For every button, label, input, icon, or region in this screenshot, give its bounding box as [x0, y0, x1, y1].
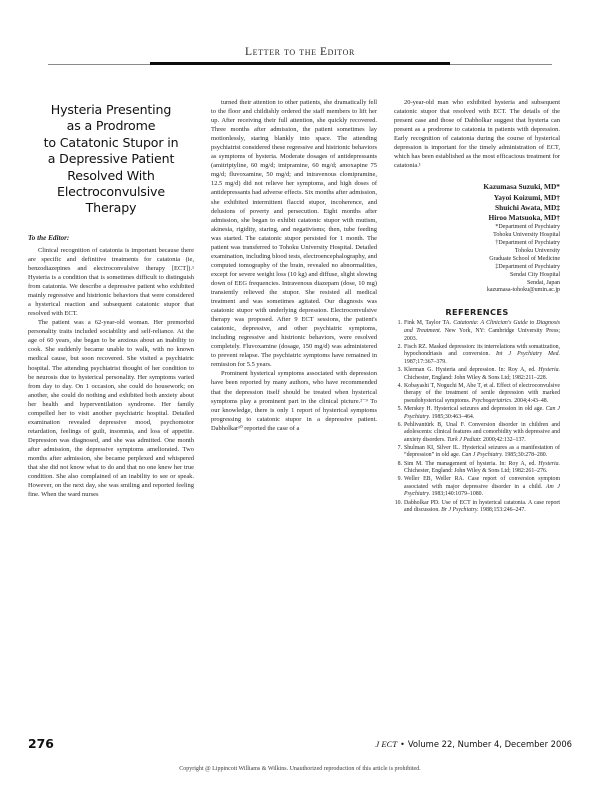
- reference-text: Pehlivantürk B, Unal F. Conversion disorder in children and adolescents: clinical features and comorbidity with depressive and anxiety disorders.: [404, 421, 560, 443]
- reference-text: Kobayashi T, Noguchi M, Abe T, et al. Effect of electroconvulsive therapy of the treatment of senile depression with marked pseudohysterical symptoms.: [404, 382, 560, 404]
- contact-email[interactable]: kazumasa-tohoku@umin.ac.jp: [486, 287, 560, 294]
- affiliation-line: ‡Department of Psychiatry: [495, 263, 560, 270]
- reference-item: [394, 367, 560, 382]
- column-two: [211, 98, 377, 433]
- reference-text: 1983;140:1079–1080.: [430, 491, 484, 498]
- reference-item: [394, 461, 560, 476]
- reference-text: Fink M, Taylor TA.: [404, 320, 454, 327]
- reference-text: 1985;30:463–464.: [430, 413, 475, 420]
- reference-number: 10.: [394, 499, 402, 506]
- journal-citation: [375, 739, 572, 749]
- journal-abbreviation: J ECT: [375, 739, 398, 749]
- reference-text: 2004;4:43–48.: [512, 397, 549, 404]
- reference-text: 2000;42:132–137.: [481, 436, 526, 443]
- body-paragraph: The patient was a 62-year-old woman. Her premorbid personality traits included sociability and self-reliance. At the age of 60 years, she began to be anxious about an inability to cook. She suddenly became unable to walk, with no known medical cause, but soon recovered. She visited a psychiatric hospital. The attending psychiatrist thought of her condition to be neurosis due to hysterical personality. Her symptoms varied from day to day. On 1 occasion, she could do housework; on another, she could do nothing and exhibited both anxiety about her health and hyperventilation syndrome. Her family compelled her to visit another psychiatric hospital. Detailed examination revealed depressive mood, psychomotor retardation, feelings of guilt, insomnia, and loss of appetite. Depression was diagnosed, and she was admitted. One month after admission, the depressive symptoms ameliorated. Two months after admission, she became perplexed and whispered that she did not know what to do and that no one knew her true condition. She also complained of an inability to see or speak. However, on the next day, she was smiling and reported feeling fine. When the ward nurses: [28, 319, 194, 499]
- page-footer: [28, 736, 572, 752]
- reference-source-title: Br J Psychiatry.: [441, 507, 479, 514]
- reference-source-title: Catatonia: A Clinician's Guide to Diagnosis and Treatment.: [404, 320, 560, 334]
- reference-text: Klerman G. Hysteria and depression. In: Roy A, ed.: [404, 366, 539, 373]
- header-rule: [48, 62, 552, 66]
- reference-number: 9.: [397, 476, 402, 483]
- reference-text: New York, NY: Cambridge University Press; 2003.: [404, 327, 561, 342]
- article-title-line: a Depressive Patient: [47, 151, 175, 167]
- reference-text: 1985;30:278–280.: [503, 452, 548, 459]
- affiliation-line: Sendai, Japan: [527, 279, 560, 286]
- reference-item: [394, 406, 560, 421]
- reference-text: Weller EB, Weller RA. Case report of conversion symptom associated with major depressive disorder in a child.: [404, 476, 560, 490]
- reference-source-title: Can J Psychiatry.: [404, 405, 560, 420]
- reference-number: 5.: [397, 405, 402, 412]
- reference-source-title: Can J Psychiatry.: [461, 452, 503, 459]
- affiliation-line: †Department of Psychiatry: [495, 240, 560, 246]
- column-three: [394, 98, 560, 515]
- affiliation-line: Graduate School of Medicine: [489, 255, 560, 262]
- reference-text: Shulman KI, Silver IL. Hysterical seizures as a manifestation of “depression” in old age.: [404, 444, 560, 459]
- copyright-notice: Copyright @ Lippincott Williams & Wilkins. Unauthorized reproduction of this article is prohibited.: [179, 766, 421, 772]
- reference-number: 4.: [397, 382, 402, 389]
- reference-text: 1987;17:367–379.: [404, 358, 447, 365]
- reference-source-title: Am J Psychiatry.: [404, 483, 560, 498]
- column-one: [28, 98, 194, 499]
- reference-source-title: Int J Psychiatry Med.: [495, 351, 560, 358]
- reference-item: [394, 320, 560, 343]
- salutation: To the Editor:: [28, 233, 70, 242]
- article-title-line: Hysteria Presenting: [50, 102, 172, 117]
- reference-list: [394, 320, 560, 514]
- reference-item: [394, 445, 560, 460]
- reference-number: 6.: [397, 421, 402, 428]
- column-three-body: [394, 98, 560, 170]
- author-name: Hiroo Matsuoka, MD†: [488, 212, 560, 222]
- reference-item: [394, 383, 560, 406]
- article-title: [28, 98, 194, 217]
- references-heading: REFERENCES: [445, 307, 509, 318]
- column-two-body: [211, 98, 377, 433]
- header-rule-thick: [150, 62, 450, 65]
- article-title-line: to Catatonic Stupor in: [43, 134, 179, 150]
- reference-source-title: Hysteria.: [538, 460, 560, 467]
- affiliation-line: Tohoku University: [514, 247, 560, 254]
- reference-number: 8.: [397, 460, 402, 467]
- reference-item: [394, 500, 560, 515]
- reference-text: Dabholkar PD. Use of ECT in hysterical catatonia. A case report and discussion.: [404, 499, 560, 514]
- issue-info: Volume 22, Number 4, December 2006: [407, 739, 572, 749]
- reference-item: [394, 422, 560, 445]
- reference-number: 7.: [397, 444, 402, 451]
- affiliation-block: [394, 224, 560, 295]
- citation-separator: •: [400, 740, 405, 749]
- reference-text: Chichester, England: John Wiley & Sons Ltd; 1982:211–228.: [404, 374, 548, 381]
- body-paragraph: 20-year-old man who exhibited hysteria and subsequent catatonic stupor that resolved with ECT. The details of the present case and those of Dabholkar suggest that hysteria can present as a prodrome to catatonia in patients with depression. Early recognition of catatonia during the course of hysterical depression is important for the timely administration of ECT, which has been established as the most efficacious treatment for catatonia.¹: [394, 99, 560, 170]
- body-paragraph: Clinical recognition of catatonia is important because there are specific and definitive treatments for catatonia (ie, benzodiazepines and electroconvulsive therapy [ECT]).¹ Hysteria is a condition that is sometimes difficult to distinguish from catatonia. We describe a depressive patient who exhibited mainly regressive and histrionic behaviors that were considered a hysterical reaction and subsequent catatonic stupor that resolved with ECT.: [28, 246, 194, 318]
- reference-text: 1988;153:246–247.: [478, 507, 526, 514]
- affiliation-line: Sendai City Hospital: [510, 271, 560, 278]
- running-head: Letter to the Editor: [245, 46, 355, 58]
- reference-source-title: Hysteria.: [538, 366, 560, 373]
- body-paragraph: Prominent hysterical symptoms associated with depression have been reported by many authors, who have recommended that the depression itself should be treated when hysterical symptoms play a prominent part in the clinical picture.²⁻⁹ To our knowledge, there is only 1 report of hysterical symptoms progressing to catatonic stupor in a depressive patient. Dabholkar¹⁰ reported the case of a: [211, 370, 377, 432]
- column-one-body: [28, 246, 194, 499]
- reference-source-title: Turk J Pediatr.: [447, 436, 482, 443]
- affiliation-line: *Department of Psychiatry: [495, 224, 560, 231]
- reference-item: [394, 476, 560, 499]
- reference-text: Fisch RZ. Masked depression: its interrelations with somatization, hypochondriasis and conversion.: [404, 343, 560, 358]
- reference-text: Merskey H. Hysterical seizures and depression in old age.: [404, 405, 546, 412]
- reference-text: Sim M. The management of hysteria. In: Roy A, ed.: [404, 460, 539, 467]
- article-title-line: Electroconvulsive: [57, 184, 165, 200]
- author-name: Yayoi Koizumi, MD†: [493, 192, 560, 202]
- author-list: [394, 182, 560, 223]
- reference-number: 2.: [397, 343, 402, 350]
- affiliation-line: Tohoku University Hospital: [493, 232, 560, 239]
- reference-number: 3.: [397, 366, 402, 373]
- page-number: 276: [28, 736, 54, 751]
- reference-text: Chichester, England: John Wiley & Sons Ltd; 1982:261–276.: [404, 468, 548, 475]
- reference-number: 1.: [397, 320, 402, 327]
- article-title-line: as a Prodrome: [66, 118, 156, 134]
- reference-item: [394, 344, 560, 367]
- author-name: Shuichi Awata, MD‡: [495, 202, 560, 212]
- reference-source-title: Psychogeriatrics.: [471, 397, 513, 404]
- article-title-line: Resolved With: [67, 167, 155, 183]
- article-title-line: Therapy: [85, 200, 137, 216]
- author-name: Kazumasa Suzuki, MD*: [483, 182, 560, 192]
- body-paragraph: turned their attention to other patients, she dramatically fell to the floor and childishly ordered the staff members to lift her up. After receiving their full attention, she quickly recovered. Three months after admission, the patient sometimes lay motionlessly, staring blankly into space. The attending psychiatrist considered these regressive and histrionic behaviors as symptoms of hysteria. Moderate dosages of antidepressants (amitriptyline, 60 mg/d; imipramine, 60 mg/d; amoxapine 75 mg/d; fluvoxamine, 50 mg/d; and intravenous clomipramine, 12.5 mg/d) did not relieve her symptoms, and high doses of antidepressants had adverse effects. Six months after admission, she exhibited intermittent flaccid stupor, incoherence, and delusions of poverty and persecution. Eight months after admission, she began to exhibit catatonic stupor with mutism, akinesia, rigidity, staring, and negativisms; then, tube feeding was started. The catatonic stupor persisted for 1 month. The patient was transferred to Tohoku University Hospital. Detailed examination, including blood tests, electroencephalography, and computed tomography of the brain, revealed no abnormalities, except for severe weight loss (10 kg) and diffuse, slight slowing down of EEG frequencies. Intravenous diazepam (dose, 10 mg) transiently relieved the stupor. She resisted all medical treatment and was sometimes agitated. Our diagnosis was catatonic stupor with underlying depression. Electroconvulsive therapy was proposed. After 9 ECT sessions, the patient's catatonic, depressive, and other psychiatric symptoms, including regressive and histrionic behaviors, were resolved completely. Fluvoxamine (dosage, 150 mg/d) was administered to prevent relapse. The psychiatric symptoms have remained in remission for 5.5 years.: [211, 99, 377, 369]
